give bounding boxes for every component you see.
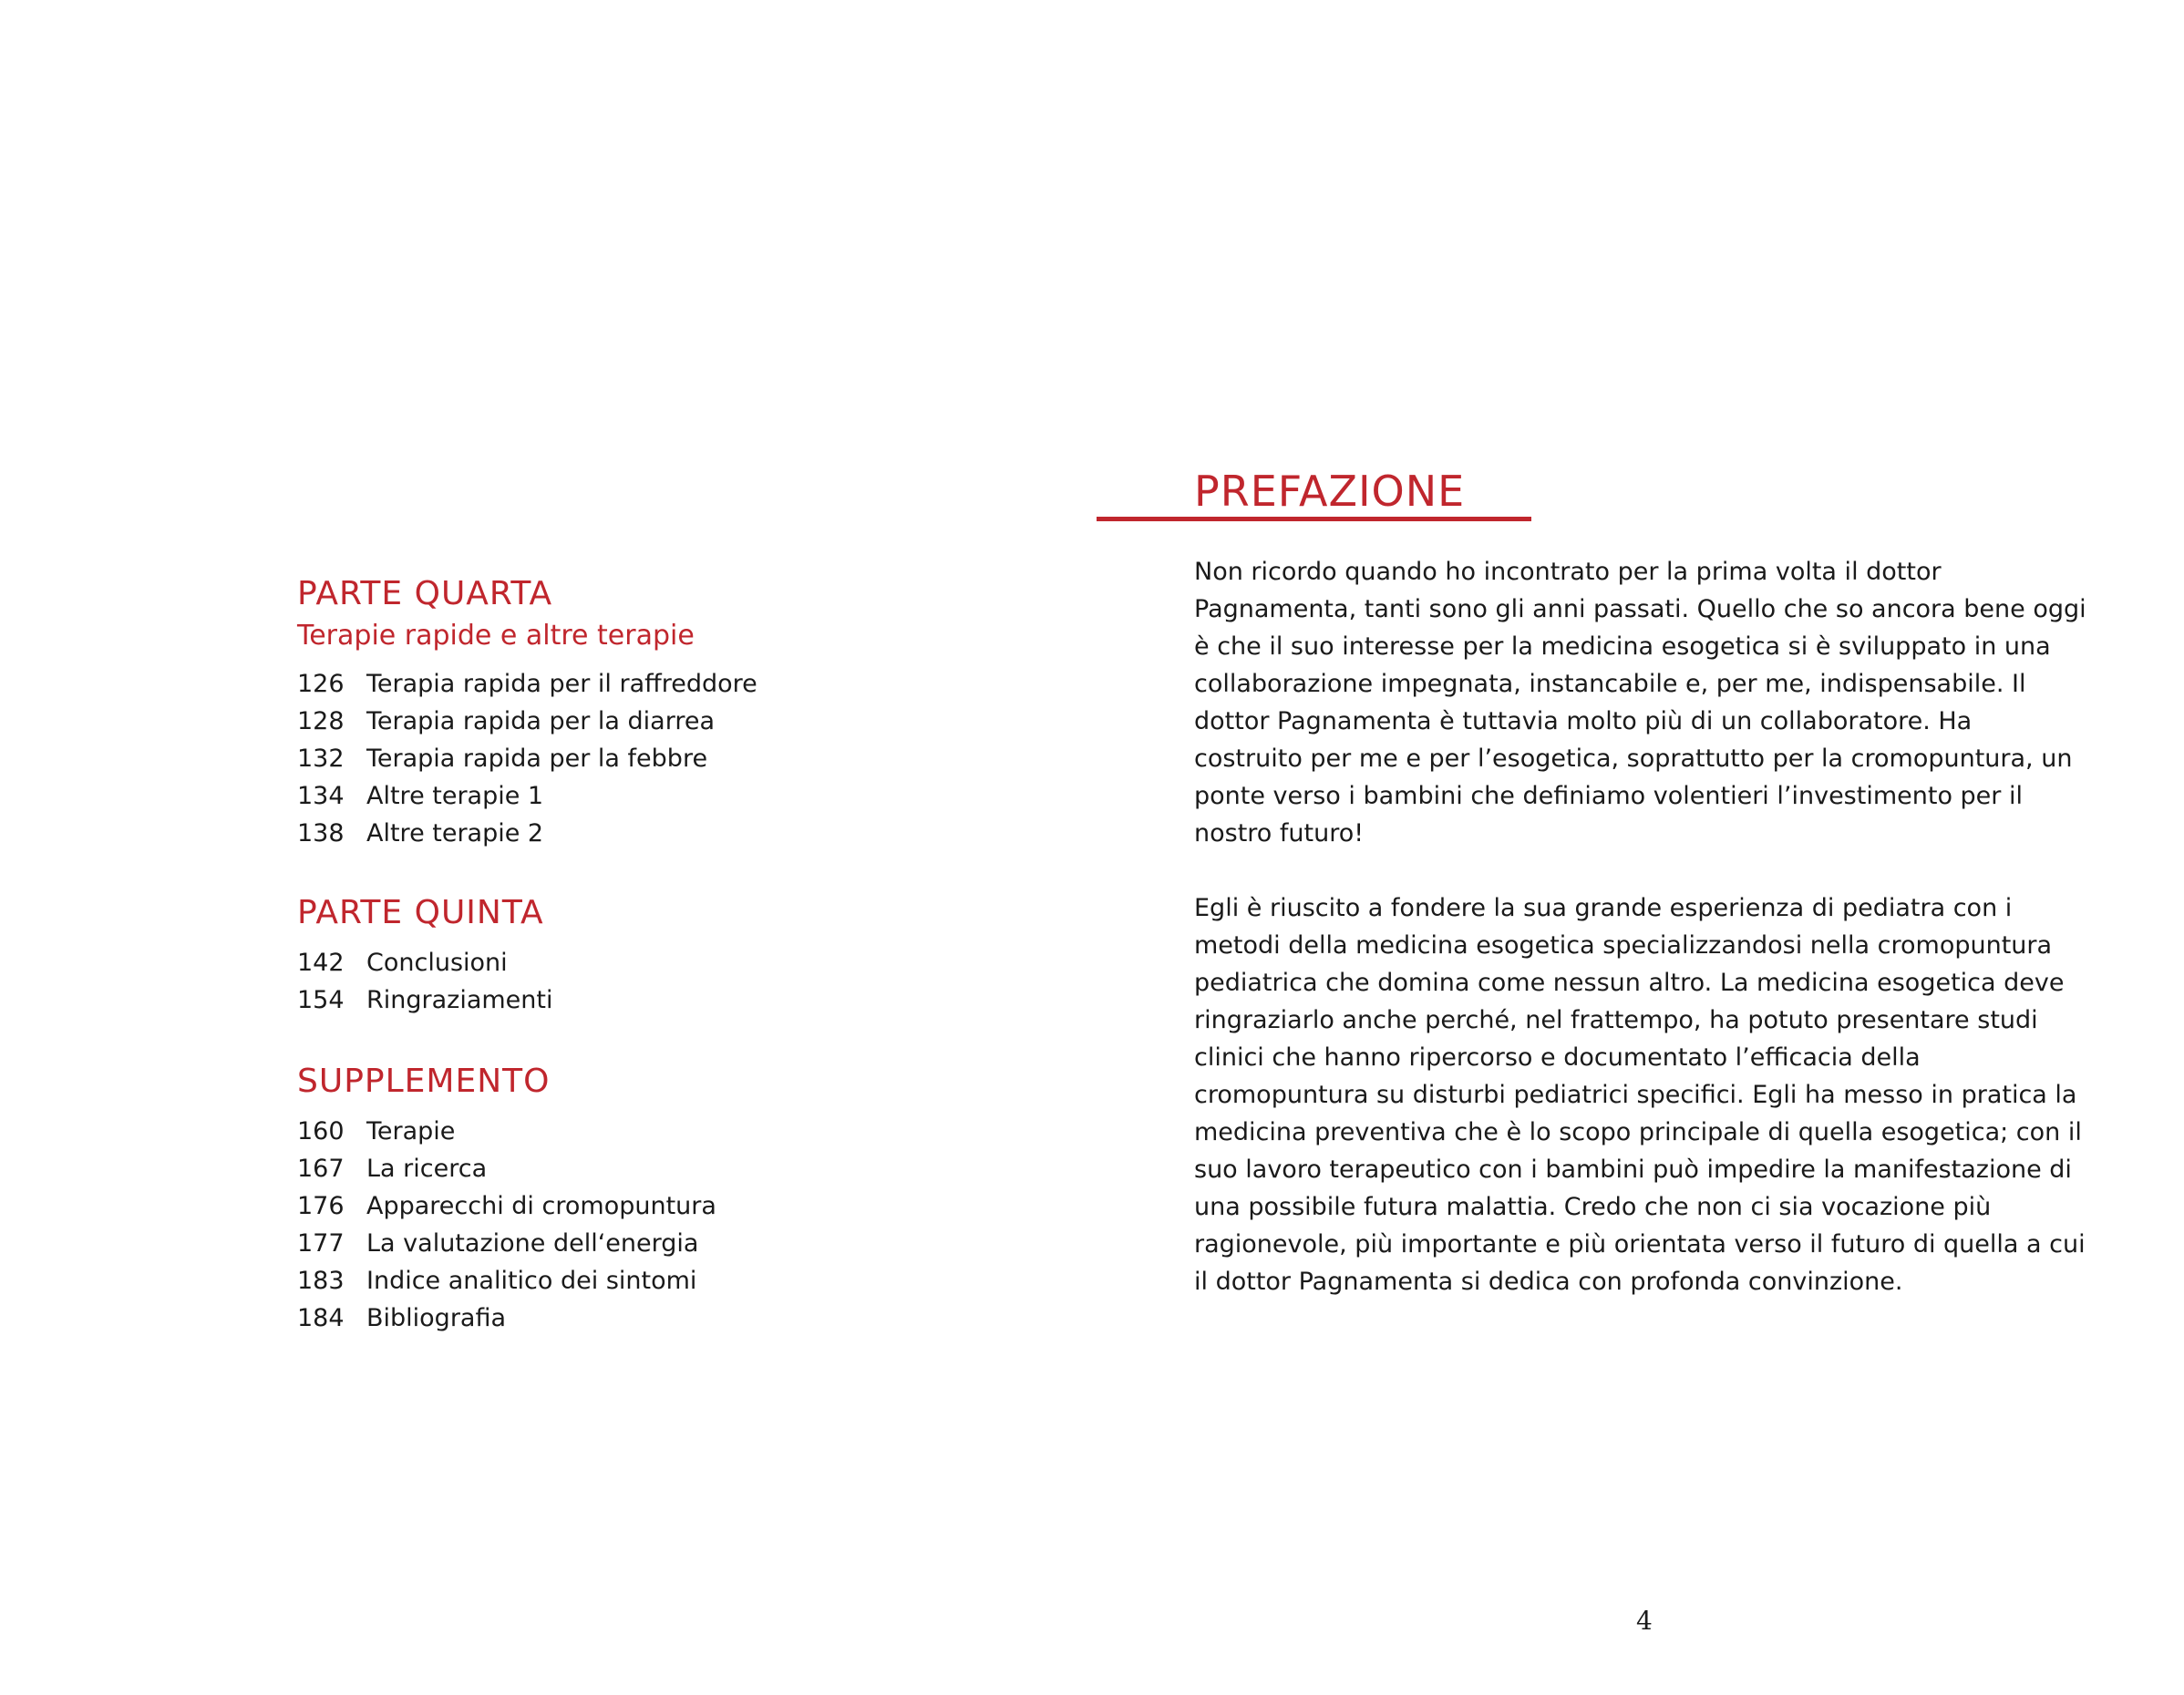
toc-entry-title: La ricerca	[366, 1155, 488, 1183]
toc-entry[interactable]	[297, 1150, 716, 1187]
section-heading: PARTE QUINTA	[297, 894, 544, 931]
toc-list	[297, 944, 553, 1019]
toc-entry-title: La valutazione dell‘energia	[366, 1229, 699, 1258]
toc-page-number: 167	[297, 1155, 345, 1183]
toc-page-number: 126	[297, 670, 345, 698]
toc-entry-title: Ringraziamenti	[366, 986, 553, 1014]
toc-entry-title: Conclusioni	[366, 949, 508, 977]
toc-section-supplemento	[297, 1060, 716, 1337]
section-heading: SUPPLEMENTO	[297, 1063, 551, 1100]
toc-entry[interactable]	[297, 815, 757, 852]
toc-page-number: 132	[297, 745, 345, 773]
toc-page-number: 154	[297, 986, 345, 1014]
toc-page-number: 128	[297, 707, 345, 735]
toc-entry[interactable]	[297, 665, 757, 703]
toc-page-number: 134	[297, 782, 345, 810]
toc-entry-title: Terapie	[366, 1117, 456, 1145]
toc-entry[interactable]	[297, 1225, 716, 1262]
preface-paragraph: Non ricordo quando ho incontrato per la prima volta il dottor Pagnamenta, tanti sono gli anni passati. Quello che so ancora bene oggi è che il suo interesse per la medicina esogetica si è sviluppato in una collaborazione impegnata, instancabile e, per me, indispensabile. Il dottor Pagnamenta è tuttavia molto più di un collaboratore. Ha costruito per me e per l’esogetica, soprattutto per la cromopuntura, un ponte verso i bambini che definiamo volentieri l’investimento per il nostro futuro!	[1194, 558, 2086, 848]
toc-entry-title: Terapia rapida per il raffreddore	[366, 670, 757, 698]
toc-entry[interactable]	[297, 981, 553, 1019]
toc-page-number: 160	[297, 1117, 345, 1145]
toc-page-number: 183	[297, 1267, 345, 1295]
toc-list	[297, 665, 757, 852]
toc-entry[interactable]	[297, 1262, 716, 1300]
toc-entry[interactable]	[297, 1113, 716, 1150]
toc-entry[interactable]	[297, 703, 757, 740]
page-number: 4	[1636, 1606, 1653, 1636]
toc-entry-title: Terapia rapida per la diarrea	[366, 707, 716, 735]
toc-page-number: 138	[297, 819, 345, 848]
toc-entry[interactable]	[297, 1300, 716, 1337]
preface-paragraph: Egli è riuscito a fondere la sua grande esperienza di pediatra con i metodi della medicina esogetica specializzandosi nella cromopuntura pediatrica che domina come nessun altro. La medicina esogetica deve ringraziarlo anche perché, nel frattempo, ha potuto presentare studi clinici che hanno ripercorso e documentato l’efficacia della cromopuntura su disturbi pediatrici specifici. Egli ha messo in pratica la medicina preventiva che è lo scopo principale di quella esogetica; con il suo lavoro terapeutico con i bambini può impedire la manifestazione di una possibile futura malattia. Credo che non ci sia vocazione più ragionevole, più importante e più orientata verso il futuro di quella a cui il dottor Pagnamenta si dedica con profonda convinzione.	[1194, 894, 2086, 1296]
preface-body	[1194, 553, 2087, 1300]
toc-page-number: 142	[297, 949, 345, 977]
toc-entry-title: Altre terapie 2	[366, 819, 544, 848]
toc-entry-title: Altre terapie 1	[366, 782, 544, 810]
section-subheading: Terapie rapide e altre terapie	[297, 620, 695, 652]
toc-entry[interactable]	[297, 944, 553, 981]
toc-page-number: 184	[297, 1304, 345, 1332]
preface-title: PREFAZIONE	[1194, 467, 1466, 516]
toc-entry[interactable]	[297, 777, 757, 815]
toc-entry[interactable]	[297, 1187, 716, 1225]
title-underline-rule	[1097, 517, 1531, 521]
toc-entry-title: Indice analitico dei sintomi	[366, 1267, 697, 1295]
section-heading: PARTE QUARTA	[297, 575, 553, 612]
toc-page-number: 177	[297, 1229, 345, 1258]
preface-header	[1194, 463, 2087, 519]
toc-page-number: 176	[297, 1192, 345, 1220]
toc-entry[interactable]	[297, 740, 757, 777]
toc-entry-title: Apparecchi di cromopuntura	[366, 1192, 716, 1220]
toc-section-parte-quarta	[297, 572, 757, 852]
toc-section-parte-quinta	[297, 891, 553, 1019]
toc-entry-title: Bibliografia	[366, 1304, 507, 1332]
toc-list	[297, 1113, 716, 1337]
toc-entry-title: Terapia rapida per la febbre	[366, 745, 708, 773]
